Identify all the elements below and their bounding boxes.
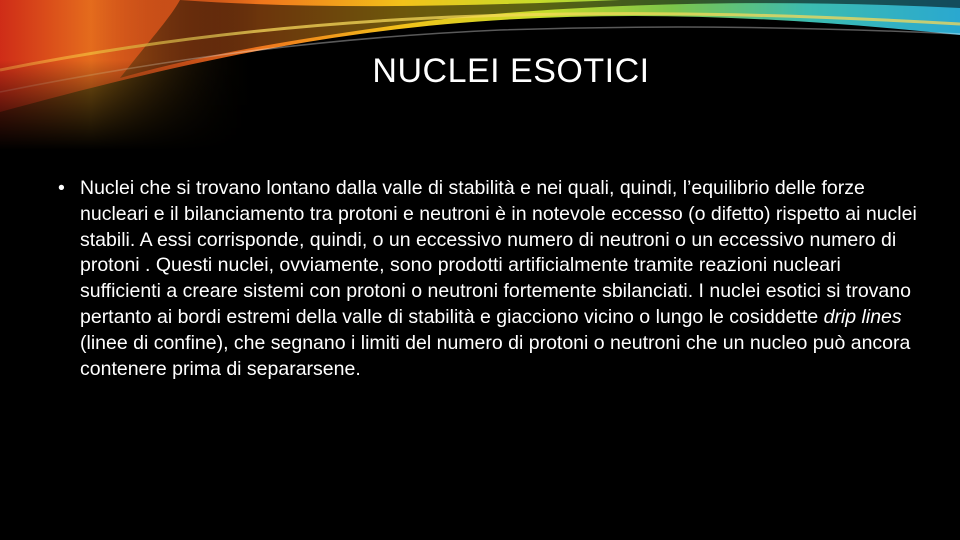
bullet-marker: • [58,177,65,199]
bullet-item [58,176,918,382]
bullet-list [58,176,918,382]
paragraph-text-part2: (linee di confine), che segnano i limiti del numero di protoni o neutroni che un nucleo può ancora contenere prima di separarsene. [80,331,911,380]
paragraph-text-part1: Nuclei che si trovano lontano dalla valle di stabilità e nei quali, quindi, l’equilibrio delle forze nucleari e il bilanciamento tra protoni e neutroni è in notevole eccesso (o difetto) rispetto ai nuclei stabili. A essi corrisponde, quindi, o un eccessivo numero di neutroni o un eccessivo numero di protoni . Questi nuclei, ovviamente, sono prodotti artificialmente tramite reazioni nucleari sufficienti a creare sistemi con protoni o neutroni fortemente sbilanciati. I nuclei esotici si trovano pertanto ai bordi estremi della valle di stabilità e giacciono vicino o lungo le cosiddette [80,177,917,328]
slide-title: NUCLEI ESOTICI [372,52,650,90]
paragraph-text-italic: drip lines [823,305,902,328]
